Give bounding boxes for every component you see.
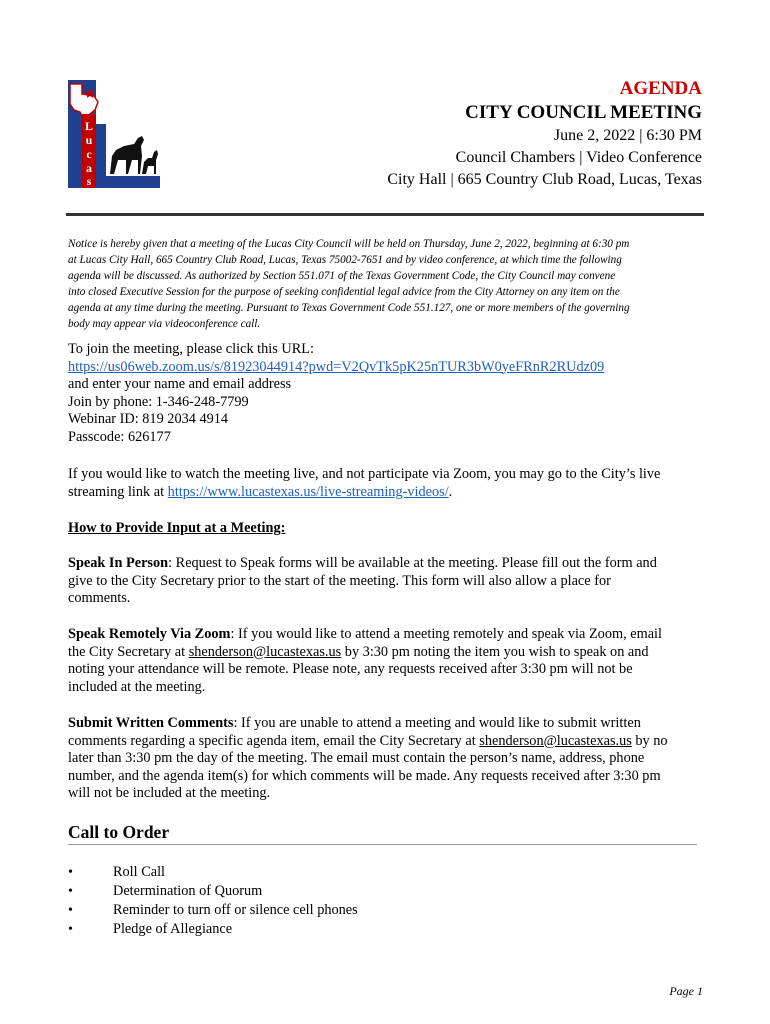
zoom-label: Speak Remotely Via Zoom [68, 626, 231, 642]
written-text: by no [631, 732, 668, 749]
live-line: If you would like to watch the meeting live, and not participate via Zoom, you may go to the City’s live [68, 466, 661, 482]
meeting-location-type: Council Chambers | Video Conference [455, 149, 702, 166]
written-text: will not be included at the meeting. [68, 785, 271, 801]
bullet-icon: • [68, 903, 73, 918]
zoom-text: the City Secretary at [68, 643, 189, 660]
submit-written-comments [68, 715, 708, 803]
secretary-email-link[interactable]: shenderson@lucastexas.us [479, 732, 632, 749]
notice-line: into closed Executive Session for the purpose of seeking confidential legal advice from the City Attorney on any item on the [68, 286, 620, 299]
zoom-text: : If you would like to attend a meeting remotely and speak via Zoom, email [230, 626, 663, 642]
zoom-text: noting your attendance will be remote. Please note, any requests received after 3:30 pm will not be [68, 661, 633, 677]
webinar-id: Webinar ID: 819 2034 4914 [68, 411, 229, 427]
list-item-label: Roll Call [113, 864, 166, 880]
logo-letter: c [86, 147, 92, 161]
zoom-meeting-link[interactable]: https://us06web.zoom.us/s/81923044914?pwd=V2QvTk5pK25nTUR3bW0yeFRnR2RUdz09 [68, 358, 605, 375]
bullet-icon: • [68, 884, 73, 899]
call-to-order-heading: Call to Order [68, 821, 697, 845]
page-number: Page 1 [669, 984, 703, 998]
written-text: comments regarding a specific agenda item, email the City Secretary at [68, 732, 480, 749]
written-text: later than 3:30 pm the day of the meeting. The email must contain the person’s name, address, phone [68, 750, 645, 766]
meeting-notice [68, 236, 704, 333]
list-item [68, 901, 568, 920]
speak-remotely [68, 626, 708, 696]
header-divider [66, 213, 704, 216]
notice-line: agenda at any time during the meeting. Pursuant to Texas Government Code 551.127, one or more members of the governing [68, 302, 630, 315]
meeting-address: City Hall | 665 Country Club Road, Lucas, Texas [387, 171, 702, 188]
notice-line: at Lucas City Hall, 665 Country Club Road, Lucas, Texas 75002-7651 and by video conference, at which time the following [68, 254, 622, 267]
join-instructions [68, 341, 708, 446]
logo-letter: L [84, 119, 94, 133]
zoom-text: included at the meeting. [68, 678, 206, 695]
logo-letter: a [86, 161, 92, 175]
agenda-header [387, 78, 702, 191]
input-heading: How to Provide Input at a Meeting: [68, 520, 286, 536]
live-streaming-link[interactable]: https://www.lucastexas.us/live-streaming-videos/ [167, 483, 449, 500]
bullet-icon: • [68, 865, 73, 880]
live-stream-info [68, 466, 708, 501]
list-item-label: Determination of Quorum [113, 883, 263, 899]
written-text: number, and the agenda item(s) for which comments will be made. Any requests received after 3:30 pm [68, 767, 661, 784]
logo-letter: u [85, 133, 93, 147]
join-intro: To join the meeting, please click this URL: [68, 341, 314, 357]
live-suffix: . [448, 483, 453, 500]
in-person-text: : Request to Speak forms will be available at the meeting. Please fill out the form and [168, 555, 657, 571]
join-phone: Join by phone: 1-346-248-7799 [68, 393, 249, 410]
logo-letter: s [86, 174, 92, 188]
notice-line: agenda will be discussed. As authorized by Section 551.071 of the Texas Government Code, the City Council may convene [68, 270, 616, 283]
join-enter-name: and enter your name and email address [68, 376, 292, 392]
input-heading-block [68, 519, 708, 537]
zoom-text: by 3:30 pm noting the item you wish to speak on and [341, 643, 649, 660]
written-label: Submit Written Comments [68, 715, 234, 731]
in-person-text: comments. [68, 590, 131, 606]
list-item [68, 882, 568, 901]
written-text: : If you are unable to attend a meeting and would like to submit written [233, 715, 641, 731]
list-item-label: Reminder to turn off or silence cell phones [113, 902, 358, 918]
notice-line: Notice is hereby given that a meeting of the Lucas City Council will be held on Thursday, June 2, 2022, beginning at 6:30 pm [68, 238, 630, 250]
live-prefix: streaming link at [68, 483, 168, 500]
call-to-order-list [68, 863, 568, 939]
bullet-icon: • [68, 922, 73, 937]
secretary-email-link[interactable]: shenderson@lucastexas.us [188, 643, 342, 660]
list-item [68, 920, 568, 939]
lucas-city-logo [68, 80, 163, 188]
list-item [68, 863, 568, 882]
meeting-title: CITY COUNCIL MEETING [465, 102, 702, 123]
speak-in-person [68, 555, 708, 608]
passcode: Passcode: 626177 [68, 428, 171, 445]
in-person-text: give to the City Secretary prior to the start of the meeting. This form will also allow a place for [68, 572, 611, 589]
notice-line: body may appear via videoconference call. [68, 318, 261, 331]
in-person-label: Speak In Person [68, 555, 169, 571]
agenda-label: AGENDA [619, 78, 702, 99]
meeting-date-time: June 2, 2022 | 6:30 PM [553, 127, 702, 144]
list-item-label: Pledge of Allegiance [113, 921, 233, 937]
